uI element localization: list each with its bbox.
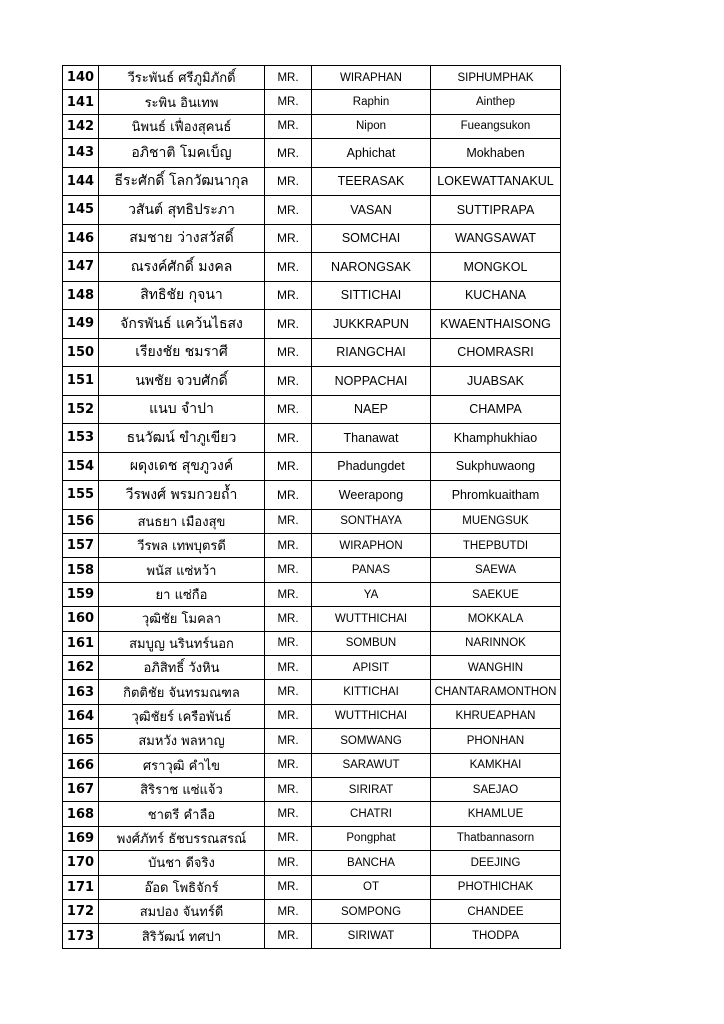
name-title-cell: MR. [265,704,312,728]
table-row [63,558,561,582]
last-name-cell: KAMKHAI [431,753,561,777]
thai-name-cell: สนธยา เมืองสุข [99,509,265,533]
name-title-cell: MR. [265,656,312,680]
first-name-cell: SOMPONG [312,899,431,923]
name-title-cell: MR. [265,281,312,310]
table-row [63,253,561,282]
row-number-cell: 144 [63,167,99,196]
last-name-cell: KUCHANA [431,281,561,310]
table-row [63,310,561,339]
thai-name-cell: แนบ จำปา [99,395,265,424]
row-number-cell: 170 [63,851,99,875]
thai-name-cell: วสันต์ สุทธิประภา [99,196,265,225]
name-title-cell: MR. [265,875,312,899]
thai-name-cell: สิริวัฒน์ ทศปา [99,924,265,948]
row-number-cell: 155 [63,481,99,510]
first-name-cell: CHATRI [312,802,431,826]
name-title-cell: MR. [265,802,312,826]
thai-name-cell: สิริราช แซ่แจ้ว [99,777,265,801]
row-number-cell: 158 [63,558,99,582]
first-name-cell: Pongphat [312,826,431,850]
name-title-cell: MR. [265,114,312,138]
first-name-cell: SOMBUN [312,631,431,655]
last-name-cell: Phromkuaitham [431,481,561,510]
name-title-cell: MR. [265,452,312,481]
thai-name-cell: สมชาย ว่างสวัสดิ์ [99,224,265,253]
first-name-cell: OT [312,875,431,899]
name-title-cell: MR. [265,90,312,114]
table-row [63,534,561,558]
row-number-cell: 162 [63,656,99,680]
first-name-cell: NOPPACHAI [312,367,431,396]
first-name-cell: PANAS [312,558,431,582]
name-title-cell: MR. [265,310,312,339]
name-title-cell: MR. [265,534,312,558]
thai-name-cell: ณรงค์ศักดิ์ มงคล [99,253,265,282]
first-name-cell: SOMWANG [312,729,431,753]
table-row [63,395,561,424]
table-row [63,338,561,367]
thai-name-cell: ผดุงเดช สุขภูวงค์ [99,452,265,481]
name-title-cell: MR. [265,424,312,453]
table-row [63,509,561,533]
last-name-cell: THEPBUTDI [431,534,561,558]
thai-name-cell: นพชัย จวบศักดิ์ [99,367,265,396]
thai-name-cell: พงศ์ภัทร์ ธัชบรรณสรณ์ [99,826,265,850]
table-row [63,167,561,196]
table-row [63,582,561,606]
table-row [63,729,561,753]
first-name-cell: NAEP [312,395,431,424]
first-name-cell: RIANGCHAI [312,338,431,367]
row-number-cell: 153 [63,424,99,453]
last-name-cell: MOKKALA [431,607,561,631]
thai-name-cell: อ๊อด โพธิจักร์ [99,875,265,899]
row-number-cell: 172 [63,899,99,923]
thai-name-cell: วีระพันธ์ ศรีภูมิภักดิ์ [99,66,265,90]
name-title-cell: MR. [265,167,312,196]
last-name-cell: Mokhaben [431,139,561,168]
row-number-cell: 169 [63,826,99,850]
last-name-cell: MONGKOL [431,253,561,282]
last-name-cell: NARINNOK [431,631,561,655]
last-name-cell: CHAMPA [431,395,561,424]
name-title-cell: MR. [265,338,312,367]
name-title-cell: MR. [265,729,312,753]
last-name-cell: SAEWA [431,558,561,582]
name-title-cell: MR. [265,139,312,168]
thai-name-cell: ยา แซ่กือ [99,582,265,606]
table-row [63,139,561,168]
thai-name-cell: บันชา ดีจริง [99,851,265,875]
last-name-cell: KHRUEAPHAN [431,704,561,728]
last-name-cell: Ainthep [431,90,561,114]
name-title-cell: MR. [265,395,312,424]
row-number-cell: 145 [63,196,99,225]
table-row [63,899,561,923]
last-name-cell: LOKEWATTANAKUL [431,167,561,196]
first-name-cell: Weerapong [312,481,431,510]
name-title-cell: MR. [265,753,312,777]
thai-name-cell: วุฒิชัยร์ เครือพันธ์ [99,704,265,728]
first-name-cell: SARAWUT [312,753,431,777]
row-number-cell: 159 [63,582,99,606]
last-name-cell: SUTTIPRAPA [431,196,561,225]
table-row [63,826,561,850]
thai-name-cell: วุฒิชัย โมคลา [99,607,265,631]
row-number-cell: 168 [63,802,99,826]
first-name-cell: NARONGSAK [312,253,431,282]
first-name-cell: BANCHA [312,851,431,875]
last-name-cell: Sukphuwaong [431,452,561,481]
thai-name-cell: เรียงชัย ชมราศี [99,338,265,367]
row-number-cell: 143 [63,139,99,168]
first-name-cell: SIRIRAT [312,777,431,801]
thai-name-cell: อภิชาติ โมคเบ็ญ [99,139,265,168]
first-name-cell: Phadungdet [312,452,431,481]
first-name-cell: WUTTHICHAI [312,704,431,728]
thai-name-cell: พนัส แซ่หว้า [99,558,265,582]
last-name-cell: CHANTARAMONTHON [431,680,561,704]
row-number-cell: 163 [63,680,99,704]
table-row [63,777,561,801]
first-name-cell: JUKKRAPUN [312,310,431,339]
last-name-cell: SAEKUE [431,582,561,606]
name-title-cell: MR. [265,196,312,225]
thai-name-cell: จักรพันธ์ แคว้นไธสง [99,310,265,339]
name-title-cell: MR. [265,224,312,253]
name-title-cell: MR. [265,680,312,704]
row-number-cell: 156 [63,509,99,533]
last-name-cell: Khamphukhiao [431,424,561,453]
thai-name-cell: อภิสิทธิ์ วังหิน [99,656,265,680]
last-name-cell: MUENGSUK [431,509,561,533]
thai-name-cell: ชาตรี คำลือ [99,802,265,826]
thai-name-cell: กิตติชัย จันทรมณฑล [99,680,265,704]
row-number-cell: 146 [63,224,99,253]
first-name-cell: SIRIWAT [312,924,431,948]
name-title-cell: MR. [265,582,312,606]
row-number-cell: 154 [63,452,99,481]
first-name-cell: WUTTHICHAI [312,607,431,631]
name-title-cell: MR. [265,899,312,923]
table-row [63,924,561,948]
first-name-cell: Aphichat [312,139,431,168]
row-number-cell: 150 [63,338,99,367]
row-number-cell: 160 [63,607,99,631]
row-number-cell: 142 [63,114,99,138]
first-name-cell: TEERASAK [312,167,431,196]
row-number-cell: 140 [63,66,99,90]
last-name-cell: WANGHIN [431,656,561,680]
thai-name-cell: สมปอง จันทร์ดี [99,899,265,923]
last-name-cell: PHOTHICHAK [431,875,561,899]
name-title-cell: MR. [265,253,312,282]
table-row [63,196,561,225]
last-name-cell: PHONHAN [431,729,561,753]
row-number-cell: 157 [63,534,99,558]
table-row [63,704,561,728]
table-row [63,680,561,704]
first-name-cell: WIRAPHON [312,534,431,558]
thai-name-cell: ธีระศักดิ์ โลกวัฒนากุล [99,167,265,196]
name-title-cell: MR. [265,367,312,396]
last-name-cell: CHOMRASRI [431,338,561,367]
name-title-cell: MR. [265,631,312,655]
row-number-cell: 166 [63,753,99,777]
first-name-cell: Nipon [312,114,431,138]
name-title-cell: MR. [265,777,312,801]
last-name-cell: KWAENTHAISONG [431,310,561,339]
name-title-cell: MR. [265,924,312,948]
name-table [62,65,561,949]
table-row [63,367,561,396]
name-title-cell: MR. [265,851,312,875]
first-name-cell: Raphin [312,90,431,114]
row-number-cell: 147 [63,253,99,282]
first-name-cell: VASAN [312,196,431,225]
last-name-cell: THODPA [431,924,561,948]
last-name-cell: KHAMLUE [431,802,561,826]
last-name-cell: Fueangsukon [431,114,561,138]
table-row [63,424,561,453]
thai-name-cell: สมหวัง พลหาญ [99,729,265,753]
first-name-cell: Thanawat [312,424,431,453]
name-title-cell: MR. [265,481,312,510]
first-name-cell: KITTICHAI [312,680,431,704]
name-title-cell: MR. [265,509,312,533]
last-name-cell: Thatbannasorn [431,826,561,850]
table-row [63,802,561,826]
last-name-cell: DEEJING [431,851,561,875]
last-name-cell: CHANDEE [431,899,561,923]
table-row [63,66,561,90]
first-name-cell: SITTICHAI [312,281,431,310]
table-body [63,66,561,949]
thai-name-cell: ศราวุฒิ คำไข [99,753,265,777]
table-row [63,481,561,510]
table-row [63,851,561,875]
row-number-cell: 161 [63,631,99,655]
name-title-cell: MR. [265,607,312,631]
table-row [63,656,561,680]
thai-name-cell: ระพิน อินเทพ [99,90,265,114]
row-number-cell: 173 [63,924,99,948]
thai-name-cell: วีรพล เทพบุตรดี [99,534,265,558]
thai-name-cell: สิทธิชัย กุจนา [99,281,265,310]
first-name-cell: SOMCHAI [312,224,431,253]
last-name-cell: WANGSAWAT [431,224,561,253]
row-number-cell: 151 [63,367,99,396]
last-name-cell: JUABSAK [431,367,561,396]
table-row [63,224,561,253]
table-row [63,875,561,899]
row-number-cell: 152 [63,395,99,424]
thai-name-cell: วีรพงศ์ พรมกวยถ้ำ [99,481,265,510]
first-name-cell: APISIT [312,656,431,680]
row-number-cell: 171 [63,875,99,899]
thai-name-cell: นิพนธ์ เฟื่องสุคนธ์ [99,114,265,138]
row-number-cell: 165 [63,729,99,753]
table-row [63,90,561,114]
first-name-cell: SONTHAYA [312,509,431,533]
thai-name-cell: สมบูญ นรินทร์นอก [99,631,265,655]
table-row [63,607,561,631]
first-name-cell: WIRAPHAN [312,66,431,90]
first-name-cell: YA [312,582,431,606]
row-number-cell: 148 [63,281,99,310]
row-number-cell: 149 [63,310,99,339]
last-name-cell: SAEJAO [431,777,561,801]
thai-name-cell: ธนวัฒน์ ขำภูเขียว [99,424,265,453]
table-row [63,753,561,777]
row-number-cell: 141 [63,90,99,114]
row-number-cell: 167 [63,777,99,801]
name-title-cell: MR. [265,66,312,90]
last-name-cell: SIPHUMPHAK [431,66,561,90]
table-row [63,631,561,655]
table-row [63,114,561,138]
table-row [63,281,561,310]
table-row [63,452,561,481]
name-title-cell: MR. [265,826,312,850]
row-number-cell: 164 [63,704,99,728]
name-title-cell: MR. [265,558,312,582]
